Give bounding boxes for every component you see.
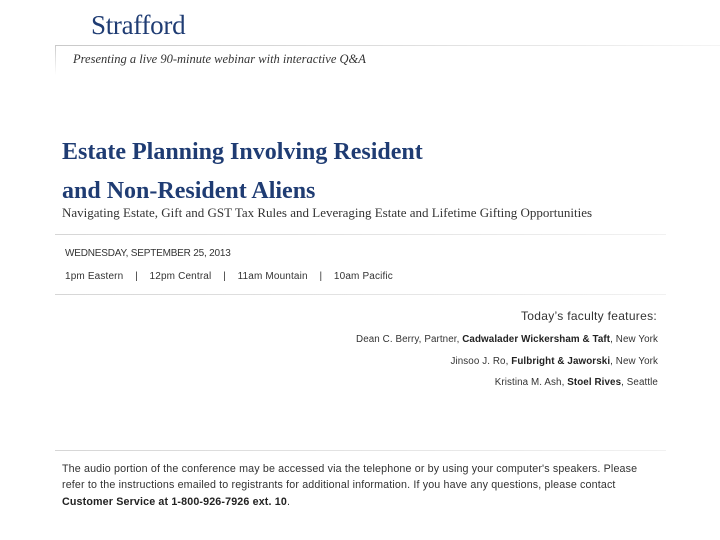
title-line-2: and Non-Resident Aliens [62,178,316,204]
time-pacific: 10am Pacific [333,271,393,282]
webinar-subtitle: Navigating Estate, Gift and GST Tax Rules and Leveraging Estate and Lifetime Gifting Opportunities [62,205,593,220]
header-divider [55,45,720,46]
header-side-divider [55,45,56,75]
speaker-line [450,356,658,367]
customer-service-contact: Customer Service at 1-800-926-7926 ext. 10 [62,495,287,508]
speaker-firm: Fulbright & Jaworski [511,356,611,367]
speaker-name: Dean C. Berry, Partner, [356,334,463,345]
footer-end: . [286,495,291,508]
speaker-line [356,334,658,345]
speaker-location: , Seattle [621,377,658,388]
speaker-location: , New York [610,334,658,345]
webinar-date: WEDNESDAY, SEPTEMBER 25, 2013 [65,248,231,259]
audio-instructions [62,461,662,510]
time-separator: | [135,271,138,282]
speaker-line [495,377,658,388]
footer-text: The audio portion of the conference may be accessed via the telephone or by using your computer's speakers. Please refer to the instructions emailed to registrants for additional information. If you have any questions, please contact [62,463,638,492]
webinar-title [62,133,682,211]
webinar-times [65,271,393,282]
time-central: 12pm Central [149,271,212,282]
strafford-logo: Strafford [91,10,186,40]
time-eastern: 1pm Eastern [65,271,124,282]
speaker-firm: Cadwalader Wickersham & Taft [462,334,611,345]
time-separator: | [223,271,226,282]
speaker-name: Jinsoo J. Ro, [450,356,512,367]
divider-middle [55,294,666,295]
speaker-name: Kristina M. Ash, [494,377,568,388]
time-separator: | [319,271,323,282]
divider-bottom [55,450,666,451]
faculty-heading: Today’s faculty features: [520,309,657,323]
speaker-location: , New York [610,356,658,367]
divider-top [55,234,666,235]
speaker-firm: Stoel Rives [567,377,622,388]
title-line-1: Estate Planning Involving Resident [62,139,423,165]
tagline: Presenting a live 90-minute webinar with interactive Q&A [73,52,366,66]
time-mountain: 11am Mountain [237,271,308,282]
